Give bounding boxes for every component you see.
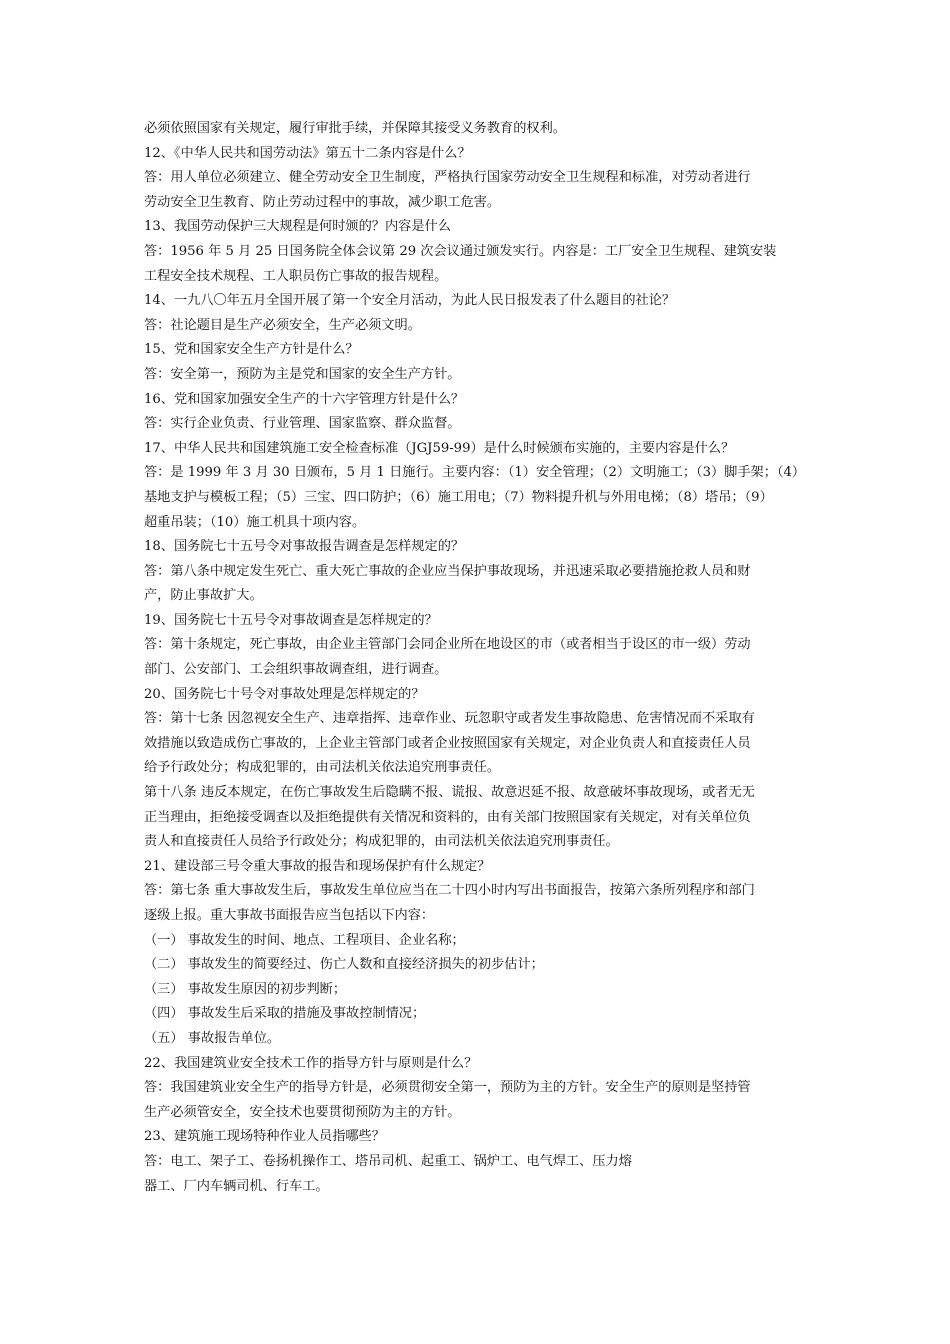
- text-line: 产，防止事故扩大。: [144, 588, 263, 604]
- text-line: 逐级上报。重大事故书面报告应当包括以下内容：: [144, 908, 435, 923]
- text-line: 20、国务院七十号令对事故处理是怎样规定的？: [144, 686, 425, 702]
- text-line: 部门、公安部门、工会组织事故调查组，进行调查。: [144, 662, 448, 678]
- text-line: 23、建筑施工现场特种作业人员指哪些？: [144, 1129, 385, 1145]
- text-line: 18、国务院七十五号令对事故报告调查是怎样规定的？: [144, 539, 465, 555]
- text-line: （三） 事故发生原因的初步判断；: [144, 981, 347, 997]
- text-line: 第十八条 违反本规定，在伤亡事故发生后隐瞒不报、谎报、故意迟延不报、故意破坏事故现场，或者无无: [144, 785, 755, 801]
- text-line: 19、国务院七十五号令对事故调查是怎样规定的？: [144, 612, 438, 628]
- text-line: 器工、厂内车辆司机、行车工。: [144, 1178, 329, 1194]
- text-line: 劳动安全卫生教育、防止劳动过程中的事故，减少职工危害。: [144, 194, 501, 210]
- text-line: 答：第八条中规定发生死亡、重大死亡事故的企业应当保护事故现场，并迅速采取必要措施抢救人员和财: [144, 563, 751, 579]
- text-line: 答：电工、架子工、卷扬机操作工、塔吊司机、起重工、锅炉工、电气焊工、压力熔: [144, 1153, 632, 1169]
- text-line: 答：第十七条 因忽视安全生产、违章指挥、违章作业、玩忽职守或者发生事故隐患、危害情况而不采取有: [144, 711, 755, 727]
- text-line: 工程安全技术规程、工人职员伤亡事故的报告规程。: [144, 268, 448, 284]
- text-line: 答：用人单位必须建立、健全劳动安全卫生制度，严格执行国家劳动安全卫生规程和标准，对劳动者进行: [144, 170, 751, 186]
- text-line: 22、我国建筑业安全技术工作的指导方针与原则是什么？: [144, 1055, 478, 1071]
- text-line: 答：第七条 重大事故发生后，事故发生单位应当在二十四小时内写出书面报告，按第六条所列程序和部门: [144, 883, 755, 899]
- text-line: （四） 事故发生后采取的措施及事故控制情况；: [144, 1006, 426, 1022]
- text-line: 答：我国建筑业安全生产的指导方针是，必须贯彻安全第一，预防为主的方针。安全生产的原则是坚持管: [144, 1080, 751, 1096]
- text-line: 生产必须管安全，安全技术也要贯彻预防为主的方针。: [144, 1104, 461, 1120]
- text-line: 给予行政处分；构成犯罪的，由司法机关依法追究刑事责任。: [144, 760, 501, 776]
- text-line: 超重吊装；（10）施工机具十项内容。: [144, 514, 366, 530]
- text-line: 17、中华人民共和国建筑施工安全检查标准（JGJ59-99）是什么时候颁布实施的，主要内容是什么？: [144, 440, 735, 456]
- text-line: （二） 事故发生的简要经过、伤亡人数和直接经济损失的初步估计；: [144, 957, 544, 973]
- text-line: 答：实行企业负责、行业管理、国家监察、群众监督。: [144, 416, 461, 432]
- text-line: 答：第十条规定，死亡事故，由企业主管部门会同企业所在地设区的市（或者相当于设区的市一级）劳动: [144, 637, 751, 653]
- text-line: 21、建设部三号令重大事故的报告和现场保护有什么规定？: [144, 858, 491, 874]
- text-line: 答：安全第一，预防为主是党和国家的安全生产方针。: [144, 366, 461, 382]
- document-body: [144, 117, 810, 1199]
- text-line: 答：1956 年 5 月 25 日国务院全体会议第 29 次会议通过颁发实行。内容是：工厂安全卫生规程、建筑安装: [144, 243, 777, 259]
- text-line: （五） 事故报告单位。: [144, 1030, 281, 1046]
- text-line: 效措施以致造成伤亡事故的，上企业主管部门或者企业按照国家有关规定，对企业负责人和直接责任人员: [144, 735, 751, 751]
- text-line: 正当理由，拒绝接受调查以及拒绝提供有关情况和资料的，由有关部门按照国家有关规定，对有关单位负: [144, 809, 751, 825]
- text-line: 15、党和国家安全生产方针是什么？: [144, 342, 359, 358]
- text-line: 答：社论题目是生产必须安全，生产必须文明。: [144, 317, 421, 333]
- text-line: 13、我国劳动保护三大规程是何时颁的？内容是什么: [144, 219, 451, 235]
- text-line: 责人和直接责任人员给予行政处分；构成犯罪的，由司法机关依法追究刑事责任。: [144, 834, 619, 850]
- text-line: 基地支护与模板工程；（5）三宝、四口防护；（6）施工用电；（7）物料提升机与外用电梯；（8）塔吊；（9）: [144, 489, 773, 505]
- text-line: 必须依照国家有关规定，履行审批手续，并保障其接受义务教育的权利。: [144, 121, 566, 136]
- text-line: 答：是 1999 年 3 月 30 日颁布，5 月 1 日施行。主要内容：（1）安全管理；（2）文明施工；（3）脚手架；（4）: [144, 465, 806, 481]
- text-line: 16、党和国家加强安全生产的十六字管理方针是什么？: [144, 391, 465, 407]
- text-line: 14、一九八〇年五月全国开展了第一个安全月活动，为此人民日报发表了什么题目的社论？: [144, 293, 676, 309]
- text-line: 12、《中华人民共和国劳动法》第五十二条内容是什么？: [144, 145, 471, 161]
- text-line: （一） 事故发生的时间、地点、工程项目、企业名称；: [144, 932, 465, 948]
